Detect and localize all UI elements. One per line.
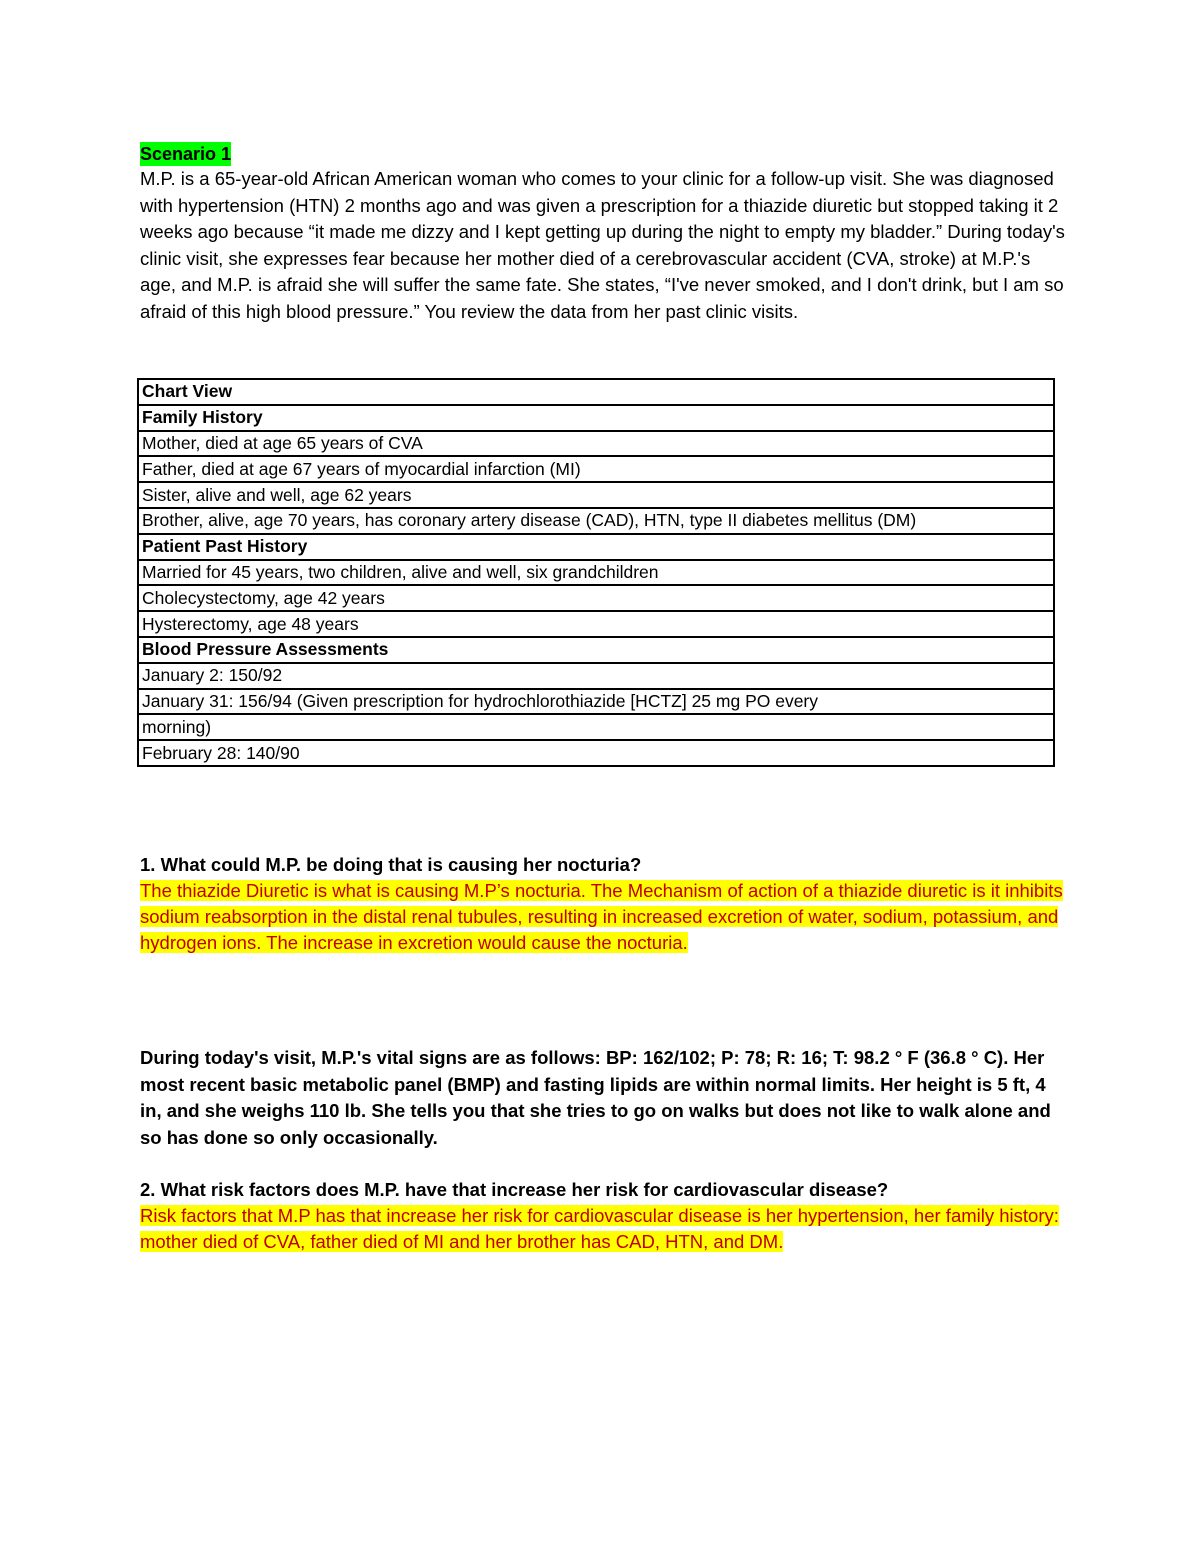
table-row [138,560,1054,586]
patient-history-header: Patient Past History [138,534,1054,560]
table-row [138,714,1054,740]
vitals-paragraph: During today's visit, M.P.'s vital signs are as follows: BP: 162/102; P: 78; R: 16; T: 98.2 ° F (36.8 ° C). Her most recent basic metabolic panel (BMP) and fasting lipids are within normal limits. Her height is 5 ft, 4 in, and she weighs 110 lb. She tells you that she tries to go on walks but does not like to walk alone and so has done so only occasionally. [140,1047,1051,1148]
family-history-header: Family History [138,405,1054,431]
table-row [138,405,1054,431]
family-history-item: Mother, died at age 65 years of CVA [138,431,1054,457]
patient-history-item: Married for 45 years, two children, alive and well, six grandchildren [138,560,1054,586]
vitals-section [140,1045,1065,1151]
table-row [138,456,1054,482]
table-row [138,379,1054,405]
scenario-section [140,142,1065,325]
question-2: 2. What risk factors does M.P. have that increase her risk for cardiovascular disease? [140,1179,889,1200]
bp-item: February 28: 140/90 [138,740,1054,766]
table-row [138,663,1054,689]
bp-item: January 31: 156/94 (Given prescription for hydrochlorothiazide [HCTZ] 25 mg PO every [138,689,1054,715]
table-row [138,740,1054,766]
table-row [138,508,1054,534]
chart-view-title: Chart View [138,379,1054,405]
family-history-item: Father, died at age 67 years of myocardial infarction (MI) [138,456,1054,482]
bp-header: Blood Pressure Assessments [138,637,1054,663]
answer-1: The thiazide Diuretic is what is causing M.P’s nocturia. The Mechanism of action of a thiazide diuretic is it inhibits sodium reabsorption in the distal renal tubules, resulting in increased excretion of water, sodium, potassium, and hydrogen ions. The increase in excretion would cause the nocturia. [140,880,1063,953]
bp-item: morning) [138,714,1054,740]
table-row [138,482,1054,508]
table-row [138,689,1054,715]
patient-history-item: Cholecystectomy, age 42 years [138,585,1054,611]
table-row [138,585,1054,611]
table-row [138,534,1054,560]
question-1: 1. What could M.P. be doing that is causing her nocturia? [140,854,642,875]
question-2-section [140,1177,1065,1255]
family-history-item: Sister, alive and well, age 62 years [138,482,1054,508]
scenario-title: Scenario 1 [140,144,232,164]
question-1-section [140,852,1065,956]
bp-item: January 2: 150/92 [138,663,1054,689]
table-row [138,637,1054,663]
table-row [138,611,1054,637]
answer-2: Risk factors that M.P has that increase her risk for cardiovascular disease is her hypertension, her family history: mother died of CVA, father died of MI and her brother has CAD, HTN, and DM. [140,1205,1059,1252]
scenario-intro: M.P. is a 65-year-old African American woman who comes to your clinic for a follow-up visit. She was diagnosed with hypertension (HTN) 2 months ago and was given a prescription for a thiazide diuretic but stopped taking it 2 weeks ago because “it made me dizzy and I kept getting up during the night to empty my bladder.” During today's clinic visit, she expresses fear because her mother died of a cerebrovascular accident (CVA, stroke) at M.P.'s age, and M.P. is afraid she will suffer the same fate. She states, “I've never smoked, and I don't drink, but I am so afraid of this high blood pressure.” You review the data from her past clinic visits. [140,168,1065,322]
table-row [138,431,1054,457]
family-history-item: Brother, alive, age 70 years, has coronary artery disease (CAD), HTN, type II diabetes mellitus (DM) [138,508,1054,534]
chart-view-table [137,378,1055,767]
patient-history-item: Hysterectomy, age 48 years [138,611,1054,637]
